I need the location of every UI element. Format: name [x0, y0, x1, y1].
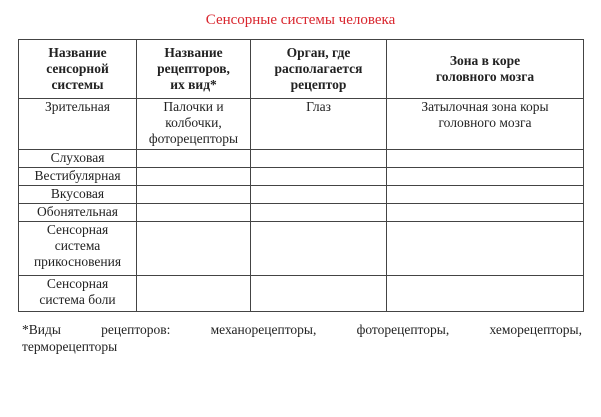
cell-receptors: Палочки и колбочки, фоторецепторы	[137, 99, 251, 150]
cell-system: Сенсорная система прикосновения	[19, 222, 137, 276]
cell-organ	[251, 186, 387, 204]
cell-receptors	[137, 168, 251, 186]
cell-cortex-zone	[387, 186, 584, 204]
table-row	[19, 168, 584, 186]
cell-cortex-zone	[387, 204, 584, 222]
cell-organ	[251, 276, 387, 312]
footnote-line-1: *Виды рецепторов: механорецепторы, фоторецепторы, хеморецепторы,	[22, 322, 582, 337]
table-row	[19, 222, 584, 276]
table-row	[19, 99, 584, 150]
cell-cortex-zone	[387, 222, 584, 276]
cell-receptors	[137, 186, 251, 204]
cell-system: Зрительная	[19, 99, 137, 150]
table-header-row	[19, 40, 584, 99]
cell-organ	[251, 222, 387, 276]
header-cortex-zone: Зона в коре головного мозга	[387, 40, 584, 99]
cell-system: Обонятельная	[19, 204, 137, 222]
cell-cortex-zone	[387, 150, 584, 168]
cell-receptors	[137, 150, 251, 168]
cell-system: Вестибулярная	[19, 168, 137, 186]
cell-cortex-zone: Затылочная зона коры головного мозга	[387, 99, 584, 150]
cell-organ	[251, 204, 387, 222]
cell-organ: Глаз	[251, 99, 387, 150]
header-system-name: Название сенсорной системы	[19, 40, 137, 99]
cell-system: Слуховая	[19, 150, 137, 168]
footnote	[22, 321, 582, 355]
header-organ: Орган, где располагается рецептор	[251, 40, 387, 99]
cell-system: Сенсорная система боли	[19, 276, 137, 312]
cell-receptors	[137, 222, 251, 276]
cell-system: Вкусовая	[19, 186, 137, 204]
cell-cortex-zone	[387, 168, 584, 186]
footnote-line-2: терморецепторы	[22, 339, 118, 354]
table-row	[19, 186, 584, 204]
cell-receptors	[137, 276, 251, 312]
sensory-systems-table	[18, 39, 584, 312]
page-title: Сенсорные системы человека	[205, 12, 396, 28]
cell-cortex-zone	[387, 276, 584, 312]
cell-receptors	[137, 204, 251, 222]
table-row	[19, 204, 584, 222]
table-row	[19, 150, 584, 168]
table-row	[19, 276, 584, 312]
header-receptor-name: Название рецепторов, их вид*	[137, 40, 251, 99]
cell-organ	[251, 168, 387, 186]
cell-organ	[251, 150, 387, 168]
